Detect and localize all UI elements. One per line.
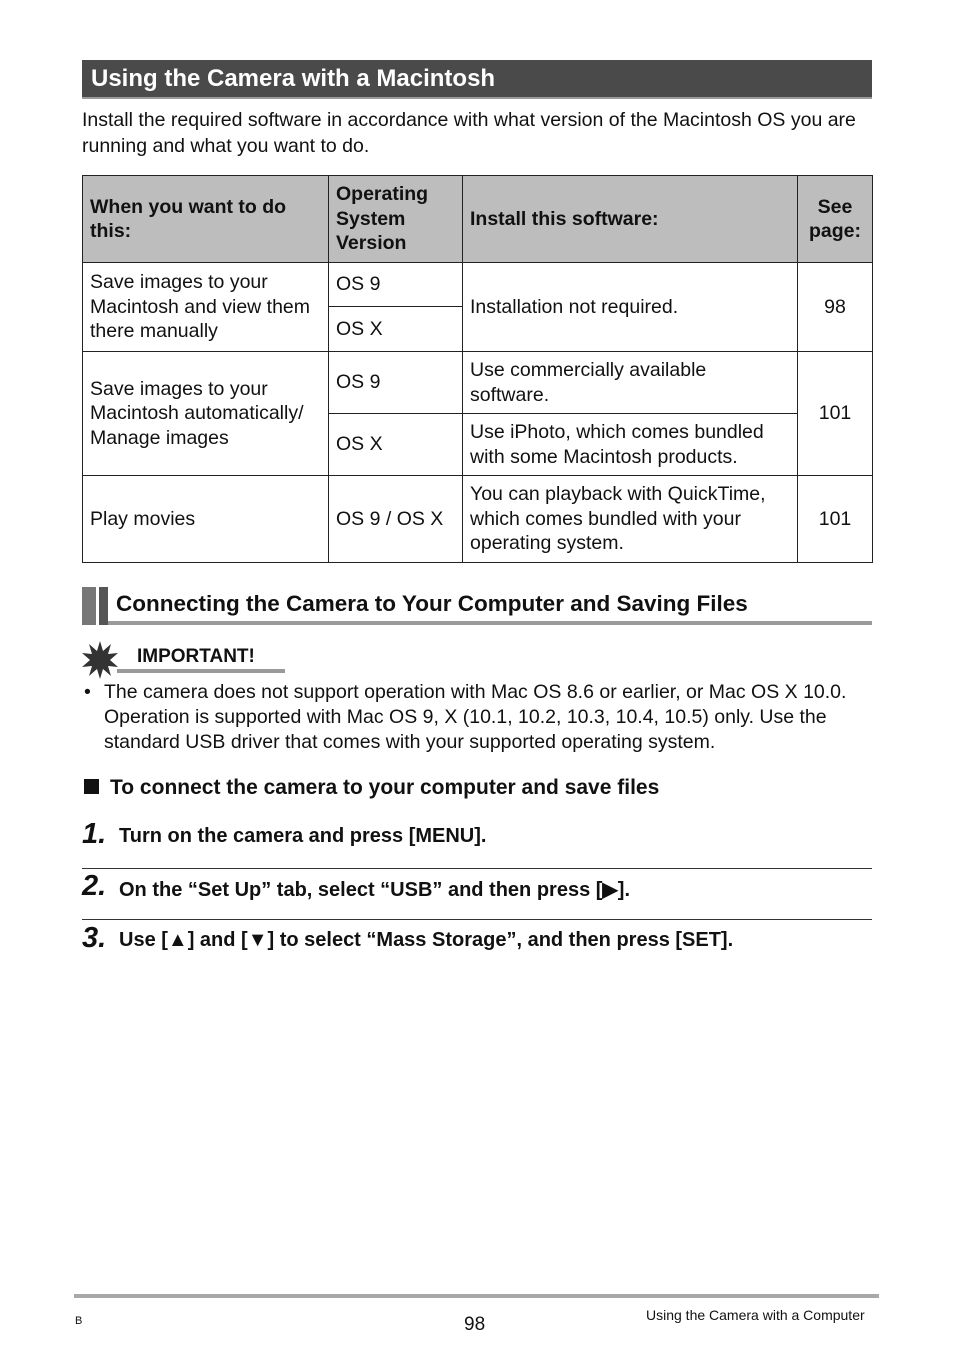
- heading-underline: [108, 621, 872, 625]
- cell-task: Save images to your Macintosh automatically/ Manage images: [83, 352, 329, 476]
- step-text: Use [▲] and [▼] to select “Mass Storage”, and then press [SET].: [119, 929, 734, 951]
- page-number: 98: [464, 1314, 486, 1335]
- header-page: See page:: [798, 176, 873, 263]
- cell-software: You can playback with QuickTime, which comes bundled with your operating system.: [463, 476, 798, 563]
- heading-bar-decoration: [82, 587, 96, 625]
- burst-icon: [82, 641, 118, 679]
- footer-chapter-title: Using the Camera with a Computer: [646, 1307, 865, 1323]
- page-title-bar: [82, 60, 872, 99]
- cell-software: Use iPhoto, which comes bundled with some Macintosh products.: [463, 414, 798, 476]
- step-divider: [82, 919, 872, 920]
- step-number: 1.: [82, 818, 107, 850]
- cell-page: 98: [798, 263, 873, 352]
- cell-os: OS X: [329, 307, 463, 352]
- table-row: [83, 352, 873, 414]
- cell-os: OS 9 / OS X: [329, 476, 463, 563]
- footer-rule: [74, 1294, 879, 1298]
- intro-text: Install the required software in accordance with what version of the Macintosh OS you are running and what you want to do.: [82, 109, 856, 157]
- step-number: 2.: [82, 870, 107, 902]
- table-row: [83, 263, 873, 307]
- table-header-row: [83, 176, 873, 263]
- page-title: Using the Camera with a Macintosh: [91, 65, 496, 92]
- cell-os: OS 9: [329, 352, 463, 414]
- step-divider: [82, 868, 872, 869]
- step-number: 3.: [82, 922, 107, 954]
- procedure-heading-text: To connect the camera to your computer and save files: [110, 776, 660, 799]
- header-task: When you want to do this:: [83, 176, 329, 263]
- section-heading: [82, 587, 872, 627]
- header-os: Operating System Version: [329, 176, 463, 263]
- bullet-dot: •: [84, 681, 91, 703]
- bullet-text: The camera does not support operation with Mac OS 8.6 or earlier, or Mac OS X 10.0. Operation is supported with Mac OS 9, X (10.1, 10.2, 10.3, 10.4, 10.5) only. Use the standard USB driver that comes with your supported operating system.: [104, 681, 847, 753]
- step-text: On the “Set Up” tab, select “USB” and then press [▶].: [119, 879, 631, 901]
- square-bullet-icon: [84, 779, 99, 794]
- cell-software: Installation not required.: [463, 263, 798, 352]
- footer-language-code: B: [75, 1315, 83, 1327]
- important-label: IMPORTANT!: [137, 646, 255, 667]
- software-table: [82, 175, 873, 563]
- cell-page: 101: [798, 476, 873, 563]
- cell-os: OS 9: [329, 263, 463, 307]
- step-3: [82, 922, 872, 968]
- cell-task: Play movies: [83, 476, 329, 563]
- step-text: Turn on the camera and press [MENU].: [119, 825, 487, 847]
- cell-task: Save images to your Macintosh and view them there manually: [83, 263, 329, 352]
- step-2: [82, 870, 872, 916]
- header-software: Install this software:: [463, 176, 798, 263]
- step-1: [82, 818, 872, 864]
- table-row: [83, 476, 873, 563]
- procedure-heading: [84, 776, 659, 800]
- important-underline: [117, 669, 285, 673]
- cell-os: OS X: [329, 414, 463, 476]
- cell-software: Use commercially available software.: [463, 352, 798, 414]
- cell-page: 101: [798, 352, 873, 476]
- heading-bar-decoration: [99, 587, 108, 625]
- section-heading-text: Connecting the Camera to Your Computer and Saving Files: [116, 591, 748, 616]
